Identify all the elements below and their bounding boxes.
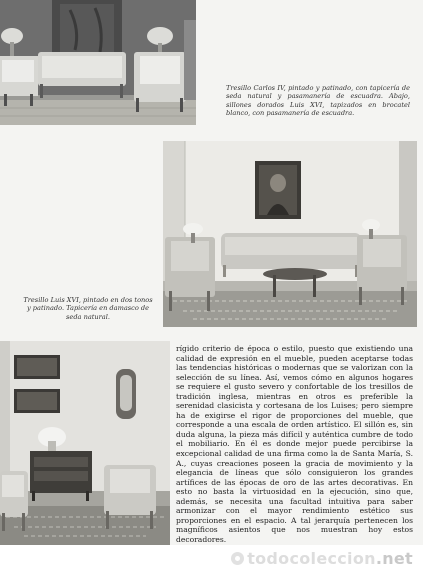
watermark-brand: todocoleccion bbox=[247, 549, 376, 568]
caption-middle: Tresillo Luis XVI, pintado en dos tonos y patinado. Tapicería en damasco de seda natural. bbox=[23, 296, 153, 321]
article-body-text: rígido criterio de época o estilo, puesto que existiendo una calidad de expresión en el mueble, pueden aceptarse todas las tendencias históricas o modernas que se valorizan con la selección de su línea. Así, vemos cómo en algunos hogares se requiere el gusto severo y confortable de los tresillos de tradición inglesa, mientras en otros es preferible la serenidad clasicista y cortesana de los Luises; pero siempre ha de exigirse el rigor de proporciones del mueble, que corresponde a una escala de orden artístico. El sillón es, sin duda alguna, la pieza más difícil y auténtica cumbre de todo el mobiliario. En él es donde mejor puede percibirse la excepcional calidad de una firma como la de Santa María, S. A., cuyas creaciones poseen la gracia de movimiento y la elegancia de líneas que sólo consiguieron los grandes artífices de las épocas de oro de las artes decorativas. En esto no basta la virtuosidad en la ejecución, sino que, además, se necesita una facultad intuitiva para saber armonizar con el mayor rendimiento estético sus proporciones en el espacio. A tal jerarquía pertenecen los magníficos asientos que nos muestran hoy estos decoradores. bbox=[176, 344, 413, 544]
caption-top: Tresillo Carlos IV, pintado y patinado, con tapicería de seda natural y pasamanería de escuadra. Abajo, sillones dorados Luis XVI, tapizados en brocatel blanco, con pasamanería de escuadra. bbox=[226, 84, 410, 118]
footer-bar bbox=[0, 545, 423, 574]
watermark bbox=[231, 549, 413, 568]
watermark-tld: .net bbox=[375, 549, 413, 568]
photo-luis-xvi-sofa-set bbox=[163, 141, 417, 327]
photo-luis-xvi-armchairs bbox=[0, 341, 170, 545]
photo-carlos-iv-sofa-set bbox=[0, 0, 196, 125]
watermark-logo-icon bbox=[231, 552, 244, 565]
